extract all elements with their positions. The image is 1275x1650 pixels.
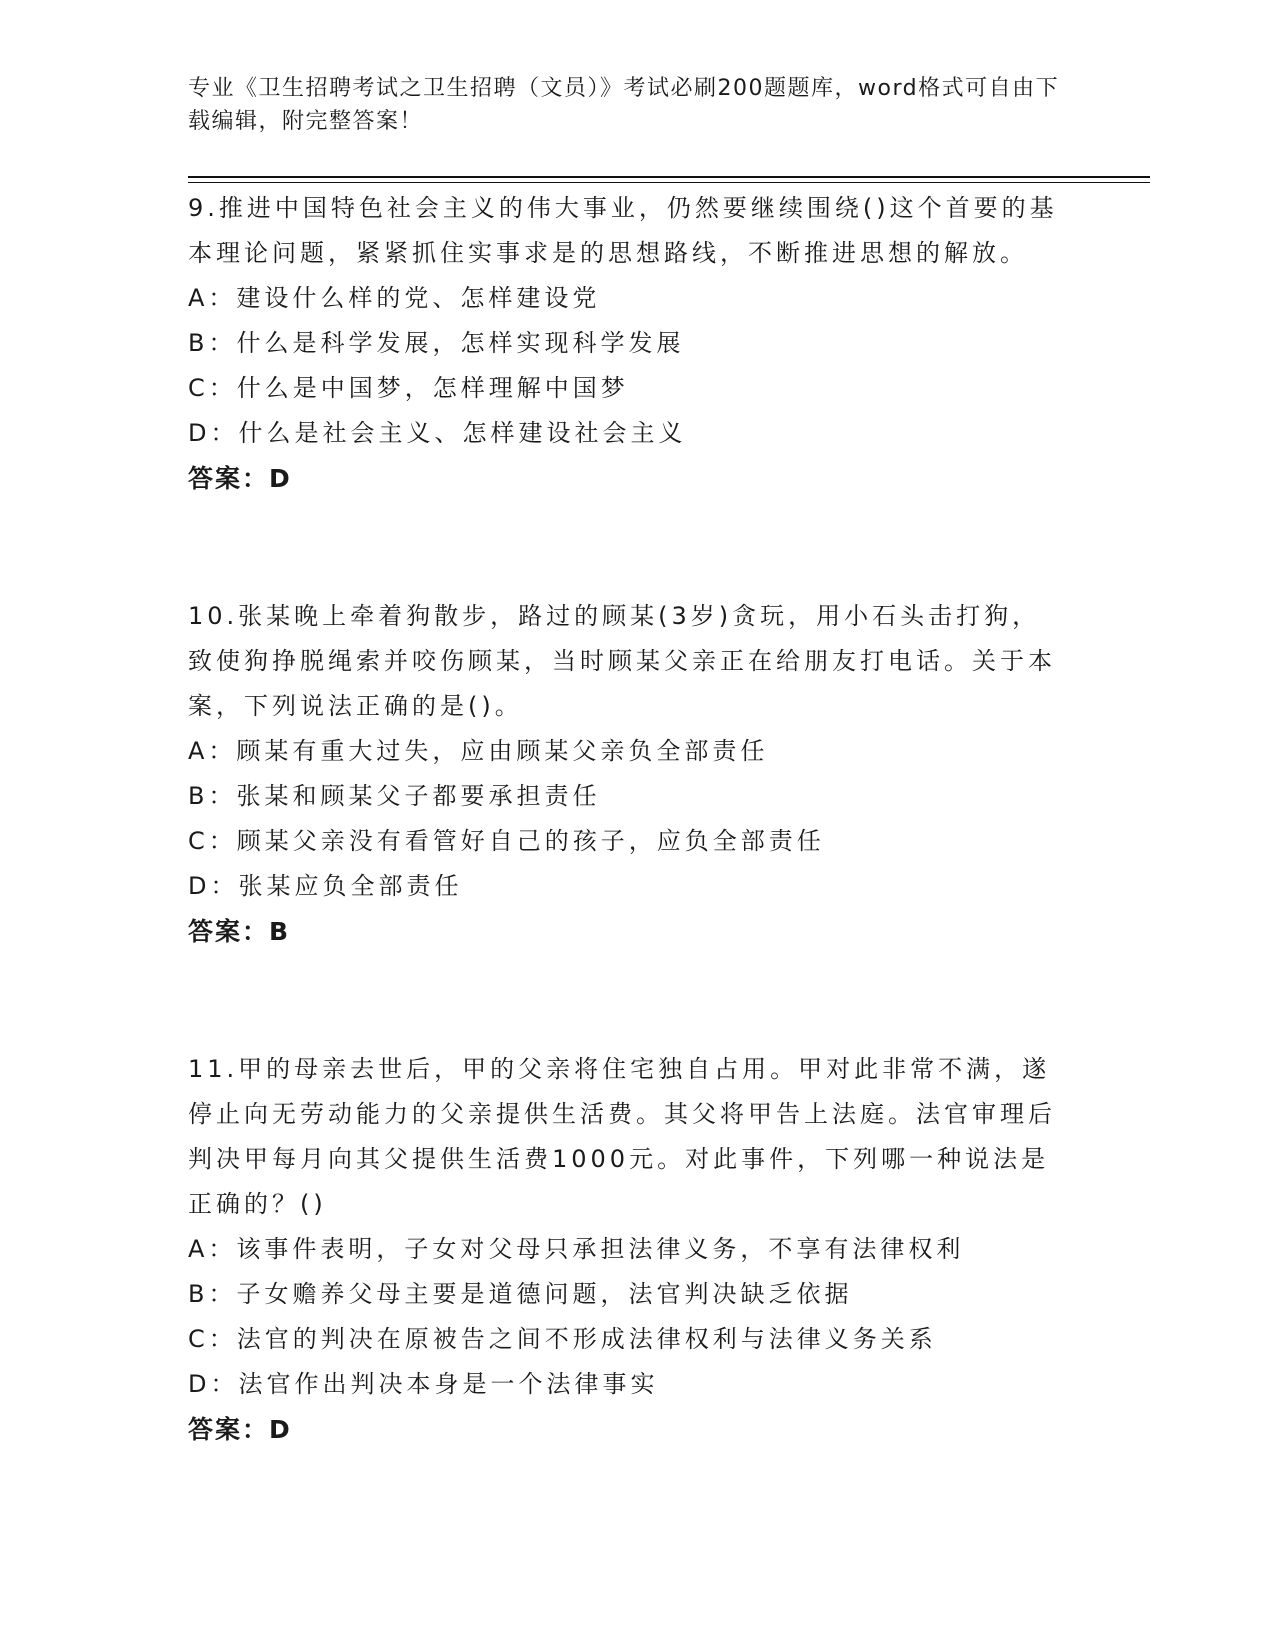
- option-text: 法官作出判决本身是一个法律事实: [238, 1370, 659, 1398]
- option-a: [188, 1227, 1068, 1272]
- option-key: C：: [188, 827, 237, 855]
- option-a: [188, 729, 1068, 774]
- option-c: [188, 366, 1068, 411]
- option-c: [188, 1317, 1068, 1362]
- option-text: 什么是社会主义、怎样建设社会主义: [238, 419, 687, 447]
- option-key: A：: [188, 284, 237, 312]
- option-d: [188, 864, 1068, 909]
- answer-line: 答案：D: [188, 464, 292, 493]
- option-key: A：: [188, 1235, 237, 1263]
- option-b: [188, 774, 1068, 819]
- option-d: [188, 1362, 1068, 1407]
- question-block: [188, 186, 1068, 501]
- option-text: 该事件表明，子女对父母只承担法律义务，不享有法律权利: [236, 1235, 965, 1263]
- option-key: D：: [188, 1370, 239, 1398]
- option-key: D：: [188, 872, 239, 900]
- header-divider-thick: [188, 176, 1150, 178]
- option-text: 顾某父亲没有看管好自己的孩子，应负全部责任: [236, 827, 825, 855]
- option-text: 张某应负全部责任: [238, 872, 463, 900]
- option-key: A：: [188, 737, 237, 765]
- option-text: 子女赡养父母主要是道德问题，法官判决缺乏依据: [236, 1280, 853, 1308]
- option-b: [188, 1272, 1068, 1317]
- option-key: B：: [188, 329, 237, 357]
- option-key: C：: [188, 1325, 237, 1353]
- answer-line: 答案：D: [188, 1415, 292, 1444]
- option-key: B：: [188, 782, 237, 810]
- option-d: [188, 411, 1068, 456]
- question-text: 10.张某晚上牵着狗散步，路过的顾某(3岁)贪玩，用小石头击打狗，致使狗挣脱绳索并咬伤顾某，当时顾某父亲正在给朋友打电话。关于本案，下列说法正确的是()。: [188, 602, 1056, 720]
- option-text: 建设什么样的党、怎样建设党: [236, 284, 601, 312]
- option-text: 什么是科学发展，怎样实现科学发展: [236, 329, 685, 357]
- option-c: [188, 819, 1068, 864]
- option-text: 张某和顾某父子都要承担责任: [236, 782, 601, 810]
- header-divider-thin: [188, 182, 1150, 183]
- option-key: B：: [188, 1280, 237, 1308]
- option-text: 顾某有重大过失，应由顾某父亲负全部责任: [236, 737, 769, 765]
- option-b: [188, 321, 1068, 366]
- question-block: [188, 594, 1068, 954]
- question-text: 11.甲的母亲去世后，甲的父亲将住宅独自占用。甲对此非常不满，遂停止向无劳动能力的父亲提供生活费。其父将甲告上法庭。法官审理后判决甲每月向其父提供生活费1000元。对此事件，下列哪一种说法是正确的？(): [188, 1055, 1056, 1218]
- document-header: 专业《卫生招聘考试之卫生招聘（文员）》考试必刷200题题库，word格式可自由下载编辑，附完整答案！: [188, 76, 1060, 134]
- question-block: [188, 1047, 1068, 1452]
- option-key: D：: [188, 419, 239, 447]
- option-text: 什么是中国梦，怎样理解中国梦: [236, 374, 629, 402]
- option-a: [188, 276, 1068, 321]
- question-text: 9.推进中国特色社会主义的伟大事业，仍然要继续围绕()这个首要的基本理论问题，紧紧抓住实事求是的思想路线，不断推进思想的解放。: [188, 194, 1058, 267]
- answer-line: 答案：B: [188, 917, 291, 946]
- option-key: C：: [188, 374, 237, 402]
- option-text: 法官的判决在原被告之间不形成法律权利与法律义务关系: [236, 1325, 937, 1353]
